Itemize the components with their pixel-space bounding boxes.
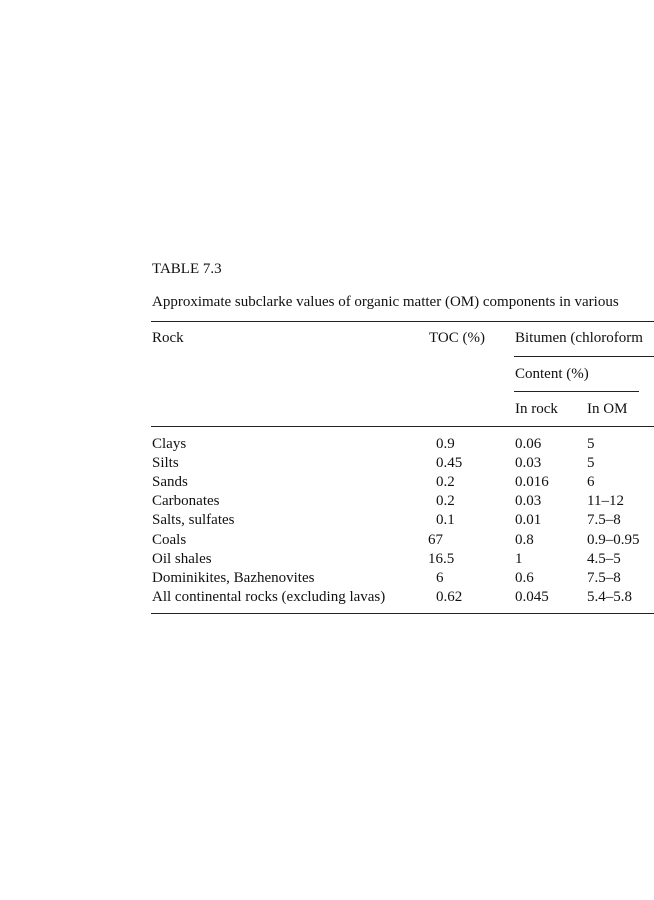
cell-toc: 6 [436,570,444,586]
cell-rock: All continental rocks (excluding lavas) [152,589,386,605]
cell-rock: Oil shales [152,551,212,567]
cell-toc: 0.2 [436,493,455,509]
cell-in-rock: 0.016 [515,474,549,490]
cell-toc: 0.45 [436,455,463,471]
cell-in-rock: 0.03 [515,455,542,471]
cell-rock: Silts [152,455,179,471]
header-toc: TOC (%) [429,330,485,346]
cell-in-rock: 0.03 [515,493,542,509]
cell-in-om: 4.5–5 [587,551,621,567]
cell-toc: 0.9 [436,436,455,452]
cell-rock: Coals [152,532,187,548]
cell-toc: 0.2 [436,474,455,490]
cell-rock: Salts, sulfates [152,512,235,528]
bitumen-rule [514,356,654,357]
cell-in-om: 7.5–8 [587,512,621,528]
cell-rock: Sands [152,474,188,490]
cell-in-rock: 0.01 [515,512,542,528]
cell-in-rock: 0.6 [515,570,534,586]
header-content: Content (%) [515,366,589,382]
cell-in-rock: 1 [515,551,523,567]
table-label: TABLE 7.3 [152,261,222,277]
header-rule [151,426,654,427]
cell-toc: 0.1 [436,512,455,528]
cell-in-om: 5.4–5.8 [587,589,632,605]
table-caption: Approximate subclarke values of organic matter (OM) components in various [152,294,619,310]
header-in-om: In OM [587,401,628,417]
content-rule [514,391,639,392]
header-in-rock: In rock [515,401,558,417]
cell-in-rock: 0.8 [515,532,534,548]
cell-in-om: 7.5–8 [587,570,621,586]
bottom-rule [151,613,654,614]
cell-in-om: 11–12 [587,493,624,509]
cell-in-rock: 0.06 [515,436,542,452]
cell-in-rock: 0.045 [515,589,549,605]
header-bitumen: Bitumen (chloroform [515,330,643,346]
header-rock: Rock [152,330,184,346]
cell-rock: Dominikites, Bazhenovites [152,570,315,586]
cell-in-om: 0.9–0.95 [587,532,640,548]
cell-toc: 67 [428,532,443,548]
cell-in-om: 5 [587,455,595,471]
top-rule [151,321,654,322]
cell-in-om: 6 [587,474,595,490]
cell-rock: Carbonates [152,493,220,509]
cell-in-om: 5 [587,436,595,452]
cell-rock: Clays [152,436,187,452]
cell-toc: 0.62 [436,589,463,605]
cell-toc: 16.5 [428,551,455,567]
